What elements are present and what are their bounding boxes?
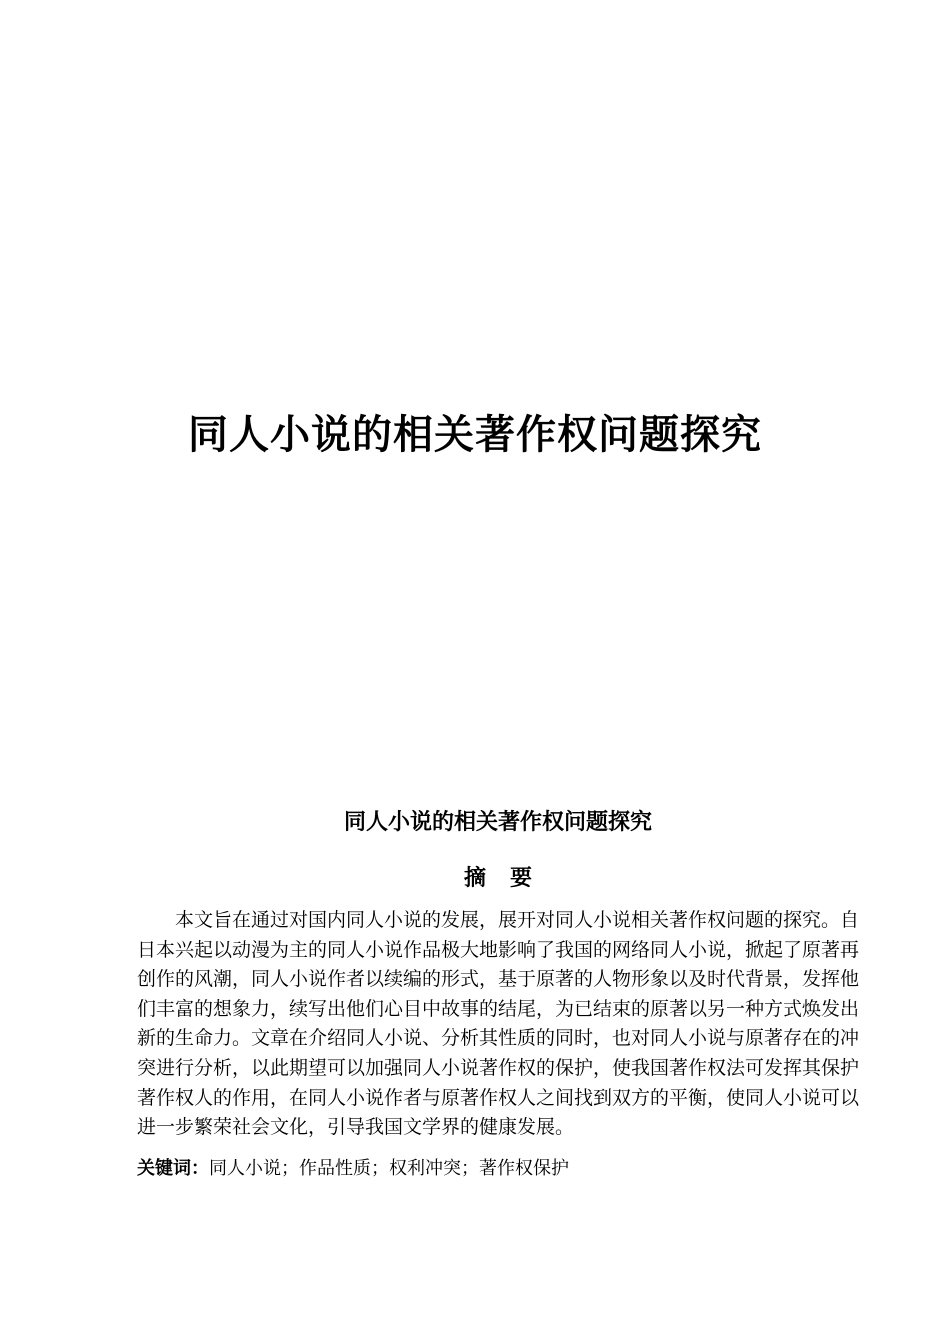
abstract-page-title: 同人小说的相关著作权问题探究 [343, 810, 652, 835]
cover-title: 同人小说的相关著作权问题探究 [188, 412, 762, 458]
keywords-value: 同人小说；作品性质；权利冲突；著作权保护 [209, 1158, 569, 1179]
abstract-body: 本文旨在通过对国内同人小说的发展，展开对同人小说相关著作权问题的探究。自日本兴起以动漫为主的同人小说作品极大地影响了我国的网络同人小说，掀起了原著再创作的风潮，同人小说作者以续编的形式，基于原著的人物形象以及时代背景，发挥他们丰富的想象力，续写出他们心目中故事的结尾，为已结束的原著以另一种方式焕发出新的生命力。文章在介绍同人小说、分析其性质的同时，也对同人小说与原著存在的冲突进行分析，以此期望可以加强同人小说著作权的保护，使我国著作权法可发挥其保护著作权人的作用，在同人小说作者与原著作权人之间找到双方的平衡，使同人小说可以进一步繁荣社会文化，引导我国文学界的健康发展。 [137, 909, 860, 1139]
keywords-line [137, 1155, 859, 1183]
keywords-label: 关键词： [137, 1158, 209, 1179]
abstract-heading: 摘要 [463, 866, 556, 891]
